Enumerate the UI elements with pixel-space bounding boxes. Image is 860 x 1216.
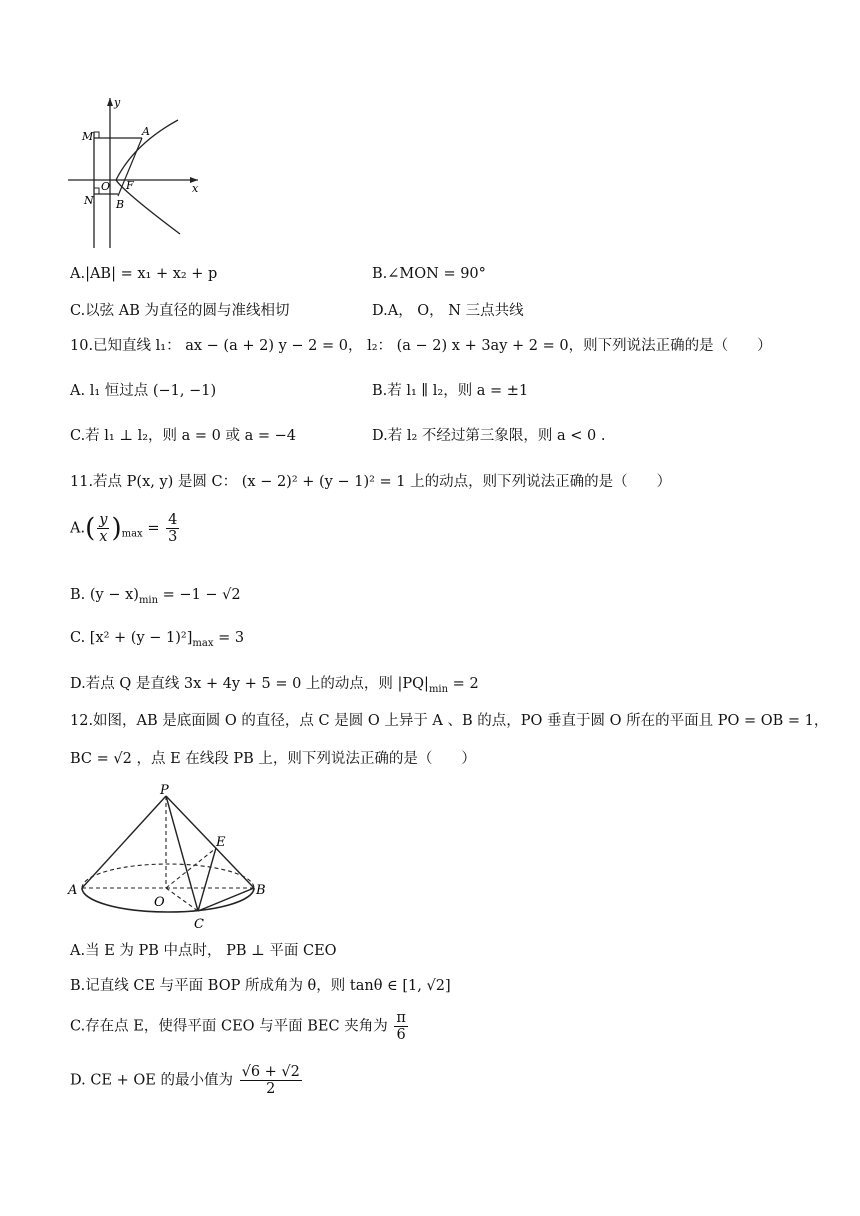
q12-d-frac-num: √6 + √2 — [241, 1064, 300, 1080]
label-A2: A — [68, 883, 78, 898]
label-E: E — [216, 835, 226, 850]
q11-c-sub: max — [192, 637, 214, 649]
q11-a-frac-num: y — [99, 512, 108, 528]
q11-a-sub: max — [121, 528, 143, 540]
q10-option-b: B.若 l₁ ∥ l₂，则 a = ±1 — [372, 383, 529, 399]
q12-option-c — [70, 1010, 410, 1043]
label-B2: B — [256, 883, 266, 898]
q10-option-d: D.若 l₂ 不经过第三象限，则 a < 0 . — [372, 428, 606, 444]
q9-option-b: B.∠MON = 90° — [372, 266, 486, 282]
q11-a-res-den: 3 — [168, 529, 178, 545]
q10-option-c: C.若 l₁ ⊥ l₂，则 a = 0 或 a = −4 — [70, 428, 297, 444]
q11-b-rest: = −1 − √2 — [158, 587, 241, 603]
q11-d-main: D.若点 Q 是直线 3x + 4y + 5 = 0 上的动点，则 |PQ| — [70, 676, 429, 692]
q11-option-c — [70, 627, 244, 655]
q11-option-a-prefix: A. — [70, 520, 86, 537]
q11-stem: 11.若点 P(x, y) 是圆 C： (x − 2)² + (y − 1)² = 1 上的动点，则下列说法正确的是（ ） — [70, 474, 672, 490]
q12-option-d — [70, 1064, 304, 1097]
label-y: y — [114, 96, 121, 109]
q11-b-main: B. (y − x) — [70, 587, 139, 603]
q11-a-frac-den: x — [99, 529, 108, 545]
q11-option-d — [70, 673, 479, 701]
q10-stem: 10.已知直线 l₁： ax − (a + 2) y − 2 = 0， l₂： (a − 2) x + 3ay + 2 = 0，则下列说法正确的是（ ） — [70, 338, 772, 354]
label-O2: O — [154, 895, 165, 910]
parabola-figure — [64, 92, 204, 252]
q11-c-main: C. [x² + (y − 1)²] — [70, 630, 193, 646]
label-A: A — [142, 125, 150, 138]
q12-d-prefix: D. CE + OE 的最小值为 — [70, 1072, 233, 1089]
q11-c-rest: = 3 — [213, 630, 245, 646]
q12-c-frac-num: π — [396, 1010, 406, 1026]
q12-c-frac-den: 6 — [396, 1027, 406, 1043]
label-x: x — [192, 182, 199, 195]
label-B: B — [116, 198, 125, 211]
q11-d-sub: min — [428, 683, 449, 695]
q11-a-res-num: 4 — [168, 512, 178, 528]
q12-stem-line1: 12.如图，AB 是底面圆 O 的直径，点 C 是圆 O 上异于 A 、B 的点，PO 垂直于圆 O 所在的平面且 PO = OB = 1， — [70, 713, 829, 729]
q10-option-a: A. l₁ 恒过点 (−1, −1) — [70, 383, 217, 399]
label-O: O — [101, 180, 111, 193]
label-N: N — [84, 194, 94, 207]
q11-option-b — [70, 584, 241, 612]
q11-d-rest: = 2 — [448, 676, 479, 692]
q11-a-eq: = — [147, 520, 160, 537]
q11-option-a: A.( $\frac{y}{x}$ )$_{max}$ = $\frac{4}{3}$ — [70, 512, 178, 545]
label-M: M — [82, 130, 94, 143]
q12-stem-line2: BC = √2 ，点 E 在线段 PB 上，则下列说法正确的是（ ） — [70, 751, 476, 767]
cone-figure — [64, 784, 274, 934]
label-P: P — [160, 784, 169, 798]
q12-option-a: A.当 E 为 PB 中点时， PB ⊥ 平面 CEO — [70, 943, 337, 959]
q9-option-a: A.|AB| = x₁ + x₂ + p — [70, 266, 218, 282]
q12-c-prefix: C.存在点 E，使得平面 CEO 与平面 BEC 夹角为 — [70, 1018, 388, 1035]
label-F: F — [126, 179, 134, 192]
q9-option-c: C.以弦 AB 为直径的圆与准线相切 — [70, 303, 290, 319]
q11-b-sub: min — [138, 594, 159, 606]
q9-option-d: D.A， O， N 三点共线 — [372, 303, 524, 319]
q12-d-frac-den: 2 — [266, 1081, 276, 1097]
q12-option-b: B.记直线 CE 与平面 BOP 所成角为 θ，则 tanθ ∈ [1, √2] — [70, 978, 451, 994]
label-C: C — [194, 917, 204, 932]
